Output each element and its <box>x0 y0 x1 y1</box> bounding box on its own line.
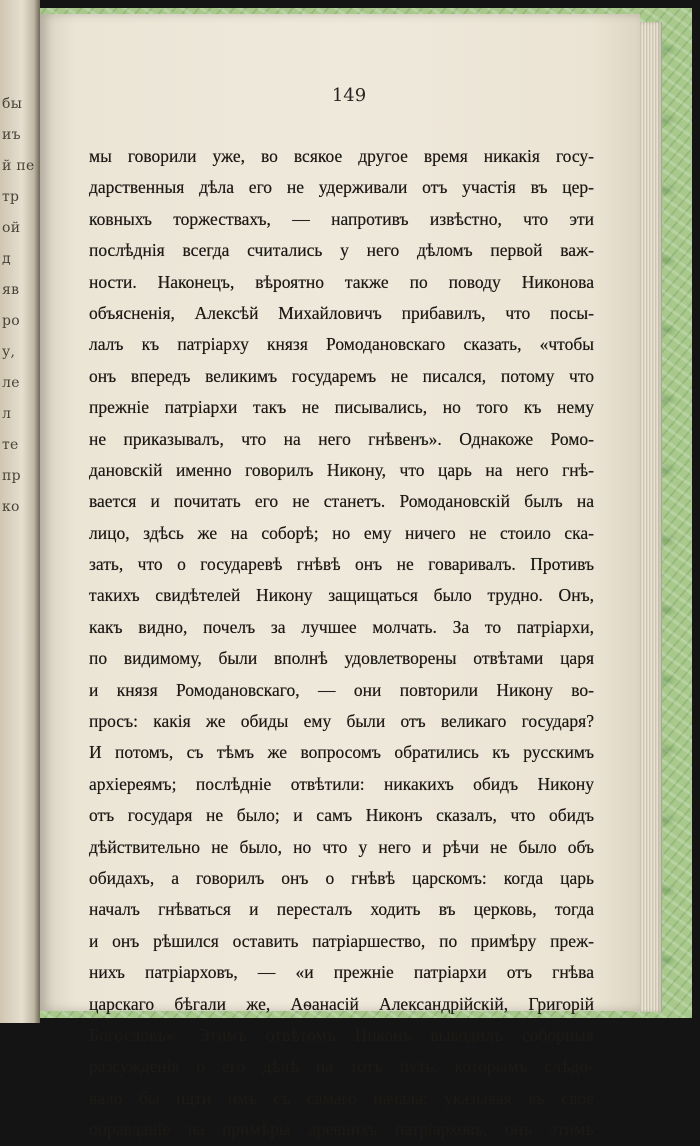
text-line: зать, что о государевѣ гнѣвѣ онъ не говаривалъ. Противъ <box>89 554 594 575</box>
left-page-fragment: бы <box>2 96 23 112</box>
text-line: объясненія, Алексѣй Михайловичъ прибавилъ, что посы- <box>89 302 594 323</box>
left-page-edge <box>0 0 40 1023</box>
text-line: прежніе патріархи такъ не писывались, но того къ нему <box>89 397 594 418</box>
left-page-fragment: л <box>2 406 12 422</box>
left-page-fragment: у, <box>2 344 16 360</box>
text-line: дѣйствительно не было, но что у него и рѣчи не было объ <box>89 836 594 857</box>
text-line: ковныхъ торжествахъ, — напротивъ извѣстно, что эти <box>89 208 594 229</box>
left-page-fragment: ой <box>2 220 21 236</box>
left-page-fragment: те <box>2 437 19 453</box>
text-line: не приказывалъ, что на него гнѣвенъ». Однакоже Ромо- <box>89 428 594 449</box>
left-page-fragment: иъ <box>2 127 21 143</box>
text-line: онъ впередъ великимъ государемъ не писался, потому что <box>89 365 594 386</box>
left-page-fragment: ко <box>2 499 20 515</box>
text-line: Богословъ». Этимъ отвѣтомъ Никонъ выводилъ соборныя <box>89 1024 594 1045</box>
text-line: такихъ свидѣтелей Никону защищаться было трудно. Онъ, <box>89 585 594 606</box>
page-number: 149 <box>331 85 367 106</box>
left-page-fragment: ле <box>2 375 20 391</box>
text-line: архіереямъ; послѣдніе отвѣтили: никакихъ обидъ Никону <box>89 773 594 794</box>
text-line: вало бы идти имъ съ самаго начала: указывая въ свое <box>89 1087 594 1108</box>
text-line: разсужденія о его дѣлѣ на тотъ путь, которымъ слѣдо- <box>89 1056 594 1077</box>
text-line: лицо, здѣсь же на соборѣ; но ему ничего не стоило ска- <box>89 522 594 543</box>
text-line: просъ: какія же обиды ему были отъ великаго государя? <box>89 711 594 732</box>
text-line: царскаго бѣгали же, Аѳанасій Александрійскій, Григорій <box>89 993 594 1014</box>
text-line: обидахъ, а говорилъ онъ о гнѣвѣ царскомъ: когда царь <box>89 867 594 888</box>
text-line: дарственныя дѣла его не удерживали отъ участія въ цер- <box>89 177 594 198</box>
text-line: вается и почитать его не станетъ. Ромодановскій былъ на <box>89 491 594 512</box>
text-line: началъ гнѣваться и пересталъ ходить въ церковь, тогда <box>89 899 594 920</box>
text-line: послѣднія всегда считались у него дѣломъ первой важ- <box>89 240 594 261</box>
text-line: мы говорили уже, во всякое другое время никакія госу- <box>89 146 594 166</box>
text-line: нихъ патріарховъ, — «и прежніе патріархи отъ гнѣва <box>89 962 594 983</box>
page-text <box>89 141 594 1146</box>
left-page-fragment: ро <box>2 313 20 329</box>
left-page-fragment: тр <box>2 189 20 205</box>
left-page-fragment: яв <box>2 282 20 298</box>
text-line: и онъ рѣшился оставить патріаршество, по примѣру преж- <box>89 930 594 951</box>
text-line: оправданіе на примѣры древнихъ патріарховъ, онъ этимъ <box>89 1119 594 1140</box>
text-line: ности. Наконецъ, вѣроятно также по поводу Никонова <box>89 271 594 292</box>
text-line: И потомъ, съ тѣмъ же вопросомъ обратились къ русскимъ <box>89 742 594 763</box>
left-page-fragment: й пе <box>2 158 35 174</box>
book-page <box>40 14 640 1140</box>
text-line: по видимому, были вполнѣ удовлетворены отвѣтами царя <box>89 648 594 669</box>
left-page-fragment: пр <box>2 468 21 484</box>
text-line: и князя Ромодановскаго, — они повторили Никону во- <box>89 679 594 700</box>
text-line: лалъ къ патріарху князя Ромодановскаго сказать, «чтобы <box>89 334 594 355</box>
text-line: дановскій именно говорилъ Никону, что царь на него гнѣ- <box>89 459 594 480</box>
left-page-fragment: д <box>2 251 11 267</box>
text-line: какъ видно, почелъ за лучшее молчать. За то патріархи, <box>89 616 594 637</box>
text-line: отъ государя не было; и самъ Никонъ сказалъ, что обидъ <box>89 805 594 826</box>
